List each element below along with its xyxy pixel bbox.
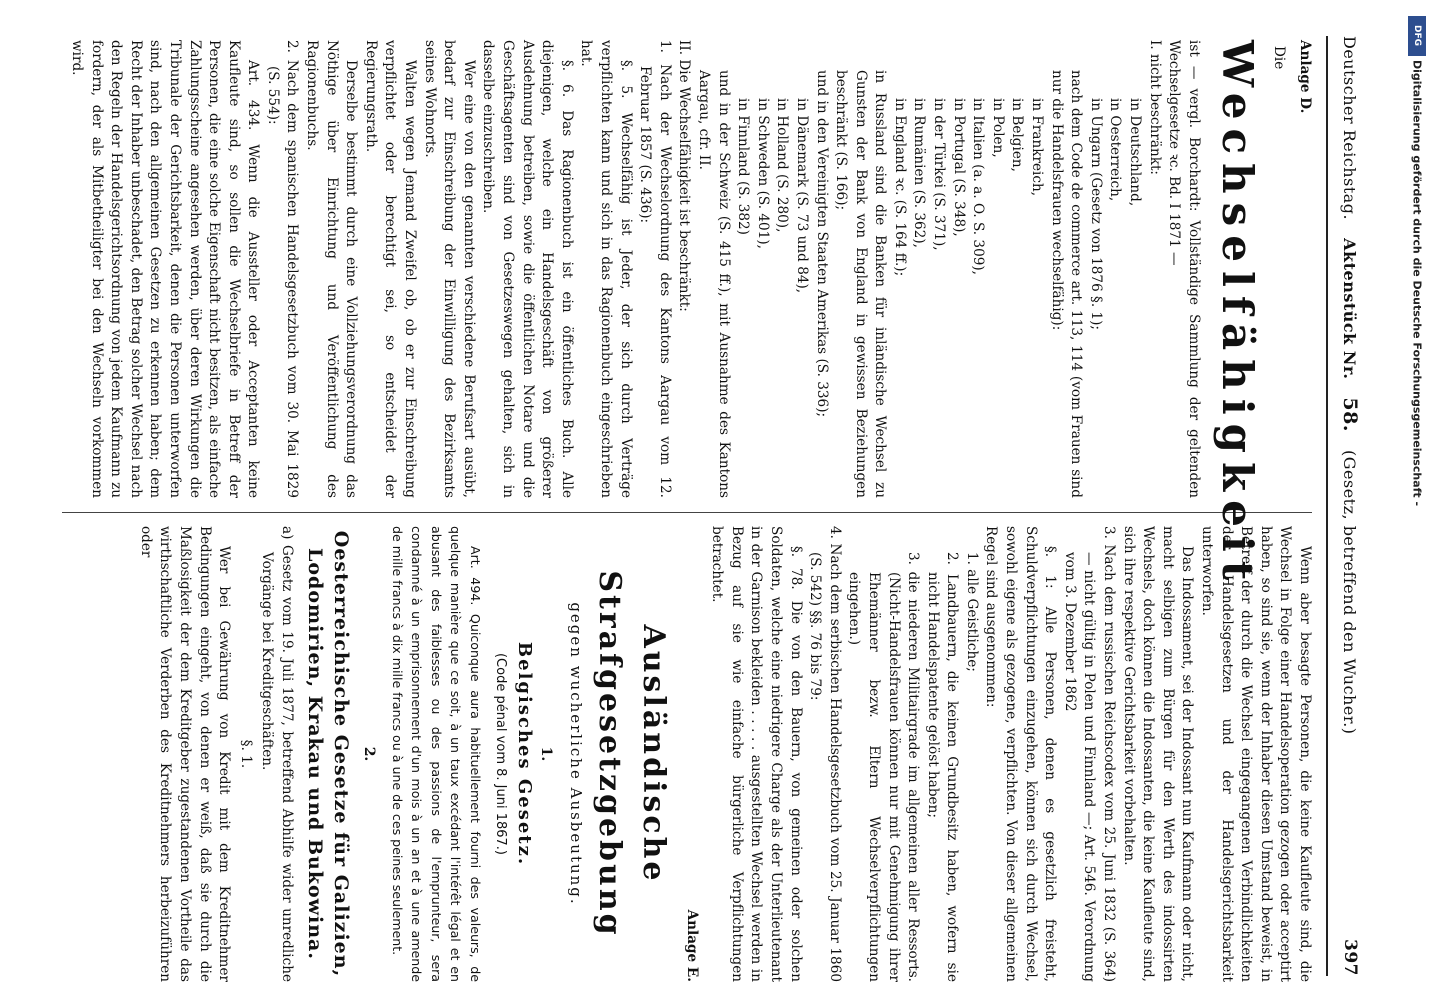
- list-item: und in den Vereinigten Staaten Amerikas (S. 336);: [813, 70, 830, 418]
- list-item: in Finnland (S. 382): [735, 98, 752, 235]
- code-penal-line: (Code pénal vom 8. Juni 1867.): [493, 652, 509, 855]
- french-article: Art. 494. Quiconque aura habituellement fourni des valeurs, de quelque manière que ce soit, à un taux excédant l'intérêt légal et en abusant des faiblesses ou des passions de l'emprunteur, sera condamné à un emprisonnement d'un mois à un an et à une amende de mille francs à dix mille francs ou à une de ces peines seulement.: [390, 526, 483, 982]
- dfg-logo: DFG: [1408, 16, 1426, 56]
- list-item: in Portugal (S. 348),: [950, 98, 967, 237]
- list-item: in Ungarn (Gesetz von 1876 §. 1);: [1087, 98, 1104, 331]
- header-subject: (Gesetz, betreffend den Wucher.): [1340, 449, 1360, 735]
- list-item: in Schweden (S. 401),: [754, 98, 771, 249]
- aktenstueck-label: Aktenstück Nr.: [1340, 238, 1360, 380]
- austrian-law-heading: Oesterreichische Gesetze für Galizien, Lodomirien, Krakau und Bukowina.: [304, 530, 352, 978]
- section-2-1-label: 1. Nach der Wechselordnung des Kantons Aargau vom 12. Februar 1857 (S. 436):: [637, 40, 673, 498]
- aktenstueck-number: 58.: [1339, 397, 1361, 432]
- list-item: 3. die niederen Militairgrade im allgemeinen aller Ressorts. (Nicht-Handelsfrauen können nur mit Genehmigung ihrer Ehemänner bezw. Eltern Wechselverpflichtungen eingehen.): [846, 552, 922, 982]
- title-article: Die: [1271, 46, 1288, 70]
- list-item: nach dem Code de commerce art. 113, 114 (vom Frauen sind nur die Handelsfrauen wechselfähig):: [1048, 70, 1085, 498]
- list-item: in Oesterreich,: [1107, 98, 1124, 202]
- paragraph: Wer eine von den genannten verschiedene Berufsart ausübt, bedarf zur Einschreibung der Einwilligung des Bezirksamts seines Wohnorts.: [421, 40, 477, 498]
- section-number: 2.: [360, 746, 377, 762]
- column-divider: [62, 512, 1312, 513]
- list-item: in Polen,: [989, 98, 1006, 158]
- section-3-label: 3. Nach dem russischen Reichscodex vom 25. Juni 1832 (S. 364) — nicht gültig in Polen und Finnland —; Art. 546. Verordnung vom 3. Dezember 1862: [1061, 526, 1118, 982]
- paragraph: Wer bei Gewährung von Kredit mit dem Kreditnehmer Bedingungen eingeht, von denen er weiß, daß sie durch die Maßlosigkeit der dem Kreditgeber zugestandenen Vortheile das wirthschaftliche Verderben des Kreditnehmers herbeizuführen oder: [137, 526, 233, 982]
- paragraph: Wenn aber besagte Personen, die keine Kaufleute sind, die Wechsel in Folge einer Handelsoperation gezogen oder acceptirt haben, so sind sie, wenn der Inhaber diesen Umstand beweist, in Betreff der durch die Wechsel eingegangenen Verbindlichkeiten der Handelsgesetzen und der Handelsgerichtsbarkeit unterworfen.: [1199, 526, 1313, 982]
- list-item: in Italien (a. a. O. S. 309),: [970, 98, 987, 276]
- list-item: in Deutschland,: [1127, 98, 1144, 207]
- list-item: und in der Schweiz (S. 415 ff.), mit Ausnahme des Kantons Aargau, cfr. II.: [695, 70, 732, 498]
- wechselfaehigkeit-title: Wechselfähigkeit: [1212, 40, 1262, 590]
- digitization-notice: [1406, 16, 1428, 756]
- section-number: 1.: [538, 746, 555, 762]
- belgian-law-heading: Belgisches Gesetz.: [513, 641, 535, 867]
- page-header: [1328, 36, 1372, 976]
- paragraph: §. 78. Die von den Bauern, von gemeinen oder solchen Soldaten, welche eine niedrigere Charge als der Unterlieutenant in der Garnison bekleiden . . . . . ausgestellten Wechsel werden in Bezug auf sie wie einfache bürgerliche Verpflichtungen betrachtet.: [709, 526, 804, 982]
- paragraph: Walten wegen Jemand Zweifel ob, ob er zur Einschreibung verpflichtet oder berechtigt sei, so entscheidet der Regierungsrath.: [362, 40, 419, 498]
- paragraph: Das Indossament, sei der Indossant nun Kaufmann oder nicht, macht selbigen zum Bürgen für den Werth des indossirten Wechsels, doch können die Indossanten, die keine Kaufleute sind, sich ihre respektive Gerichtsbarkeit vorbehalten.: [1120, 526, 1196, 982]
- right-column: [135, 526, 1314, 982]
- section-1-list: [693, 40, 1144, 498]
- section-2-2-label: 2. Nach dem spanischen Handelsgesetzbuch vom 30. Mai 1829 (S. 554):: [264, 40, 301, 498]
- anlage-e-label: Anlage E.: [683, 909, 700, 982]
- list-item: in Holland (S. 280),: [774, 98, 791, 233]
- list-item: in Frankreich,: [1029, 98, 1046, 197]
- header-rule: [1326, 36, 1328, 976]
- paragraph-mark: §. 1.: [237, 739, 254, 769]
- list-item: 1. alle Geistliche;: [963, 552, 980, 672]
- section-1-label: I. nicht beschränkt:: [1146, 40, 1163, 175]
- list-item: 2. Landbauern, die keinen Grundbesitz haben, wofern sie nicht Handelspatente gelöst haben;: [924, 552, 961, 982]
- strafgesetzgebung-subtitle: gegen wucherliche Ausbeutung.: [567, 602, 585, 906]
- left-column: [66, 40, 1314, 590]
- paragraph: §. 1: Alle Personen, denen es gesetzlich freisteht, Schuldverpflichtungen einzugehen, können sich durch Wechsel, sowohl eigene als gezogene, verpflichten. Von dieser allgemeinen Regel sind ausgenommen:: [983, 526, 1059, 982]
- list-item: in der Türkei (S. 371),: [931, 98, 948, 251]
- list-item: in Russland sind die Banken für inländische Wechsel zu Gunsten der Bank von England in gewissen Beziehungen beschränkt (S. 166);: [833, 70, 889, 498]
- list-item: in Belgien,: [1009, 98, 1026, 172]
- list-item: in England ꝛc. (S. 164 ff.);: [891, 98, 908, 277]
- section-4-label: 4. Nach dem serbischen Handelsgesetzbuch vom 25. Januar 1860 (S. 542) §§. 76 bis 79:: [807, 526, 843, 982]
- page-number: 397: [1340, 939, 1360, 976]
- section-2-label: II. Die Wechselfähigkeit ist beschränkt:: [676, 40, 693, 312]
- list-item: in Rumänien (S. 362),: [911, 98, 928, 248]
- strafgesetzgebung-title: Ausländische Strafgesetzgebung: [592, 570, 671, 938]
- intro-text: ist — vergl. Borchardt: Vollständige Sammlung der geltenden Wechselgesetze ꝛc. Bd. I 1871 —: [1166, 40, 1202, 498]
- list-item: in Dänemark (S. 73 und 84),: [793, 98, 810, 294]
- anlage-d-label: Anlage D.: [1297, 40, 1313, 114]
- digitization-text: Digitalisierung gefördert durch die Deutsche Forschungsgemeinschaft -: [1410, 60, 1424, 507]
- paragraph: Art. 434. Wenn die Aussteller oder Acceptanten keine Kaufleute sind, so sollen die Wechselbriefe in Betreff der Personen, die eine solche Eigenschaft nicht besitzen, als einfache Zahlungsscheine angesehen werden, über deren Wirkungen die Tribunale der Gerichtsbarkeit, denen die Personen unterworfen sind, nach den allgemeinen Gesetzen zu erkennen haben; dem Recht der Inhaber unbeschadet, den Betrag solcher Wechsel nach den Regeln der Handelsgerichtsordnung von jedem Kaufmann zu fordern, der als Mitbetheiligter bei den Wechseln vorkommen wird.: [68, 40, 262, 498]
- paragraph: §. 5. Wechselfähig ist Jeder, der sich durch Verträge verpflichten kann und sich in das Ragionenbuch eingeschrieben hat.: [578, 40, 634, 498]
- law-reference: a) Gesetz vom 19. Juli 1877, betreffend Abhilfe wider unredliche Vorgänge bei Kreditgeschäften.: [259, 526, 295, 982]
- paragraph: Derselbe bestimmt durch eine Vollziehungsverordnung das Nöthige über Einrichtung und Veröffentlichung des Ragionenbuchs.: [304, 40, 360, 498]
- running-title: Deutscher Reichstag.: [1340, 36, 1360, 221]
- paragraph: §. 6. Das Ragionenbuch ist ein öffentliches Buch. Alle diejenigen, welche ein Handelsgeschäft von größerer Ausdehnung betreiben, sowie die öffentlichen Notare und die Geschäftsagenten sind von Gesetzeswegen gehalten, sich in dasselbe einzuschreiben.: [480, 40, 575, 498]
